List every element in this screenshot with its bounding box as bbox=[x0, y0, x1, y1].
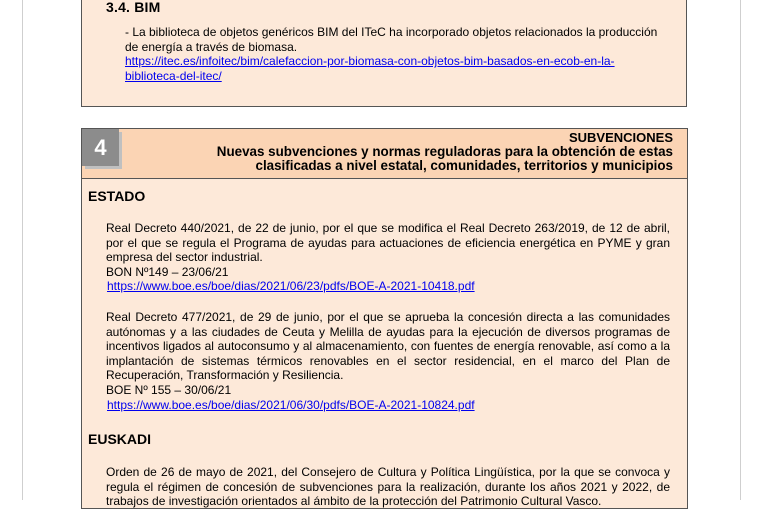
entry-reference: BOE Nº 155 – 30/06/21 bbox=[106, 382, 232, 397]
bim-link-line1: https://itec.es/infoitec/bim/calefaccion-por-biomasa-con-objetos-bim-basados-en-ecob-en-la- bbox=[125, 54, 615, 68]
entry-link[interactable]: https://www.boe.es/boe/dias/2021/06/23/pdfs/BOE-A-2021-10418.pdf bbox=[107, 279, 475, 294]
euskadi-entry-1 bbox=[106, 465, 670, 509]
subvenciones-body bbox=[81, 179, 688, 509]
section-subtitle bbox=[153, 145, 673, 172]
bim-link-line2: biblioteca-del-itec/ bbox=[125, 68, 222, 83]
estado-entry-1 bbox=[106, 221, 670, 294]
bim-section-text bbox=[125, 25, 670, 83]
section-subtitle-line1: Nuevas subvenciones y normas reguladoras para la obtención de estas bbox=[216, 144, 673, 159]
entry-text: Orden de 26 de mayo de 2021, del Consejero de Cultura y Política Lingüística, por la que se convoca y regula el régimen de concesión de subvenciones para la realización, durante los años 2021 y 2022, de trabajos de investigación orientados al ámbito de la protección del Patrimonio Cultural Vasco. bbox=[106, 465, 670, 509]
entry-text: Real Decreto 440/2021, de 22 de junio, por el que se modifica el Real Decreto 263/2019, de 12 de abril, por el que se regula el Programa de ayudas para actuaciones de eficiencia energética en PYME y gran empresa del sector industrial. bbox=[106, 221, 670, 265]
entry-text: Real Decreto 477/2021, de 29 de junio, por el que se aprueba la concesión directa a las comunidades autónomas y a las ciudades de Ceuta y Melilla de ayudas para la ejecución de diversos programas de incentivos ligados al autoconsumo y al almacenamiento, con fuentes de energía renovable, así como a la implantación de sistemas térmicos renovables en el sector residencial, en el marco del Plan de Recuperación, Transformación y Resiliencia. bbox=[106, 310, 670, 383]
estado-entry-2 bbox=[106, 310, 670, 412]
entry-reference: BON Nº149 – 23/06/21 bbox=[106, 264, 229, 279]
section-title: SUBVENCIONES bbox=[568, 130, 673, 145]
estado-heading: ESTADO bbox=[88, 188, 146, 204]
section-subtitle-line2: clasificadas a nivel estatal, comunidades, territorios y municipios bbox=[255, 157, 673, 173]
subvenciones-header bbox=[81, 128, 688, 179]
bim-link[interactable] bbox=[125, 54, 615, 83]
bim-description: - La biblioteca de objetos genéricos BIM del ITeC ha incorporado objetos relacionados la producción de energía a través de biomasa. bbox=[125, 25, 658, 54]
bim-section-title: 3.4. BIM bbox=[106, 0, 161, 15]
section-number-badge: 4 bbox=[82, 129, 119, 166]
entry-link[interactable]: https://www.boe.es/boe/dias/2021/06/30/pdfs/BOE-A-2021-10824.pdf bbox=[107, 397, 475, 412]
euskadi-heading: EUSKADI bbox=[88, 431, 152, 447]
bim-section-box bbox=[81, 0, 687, 107]
